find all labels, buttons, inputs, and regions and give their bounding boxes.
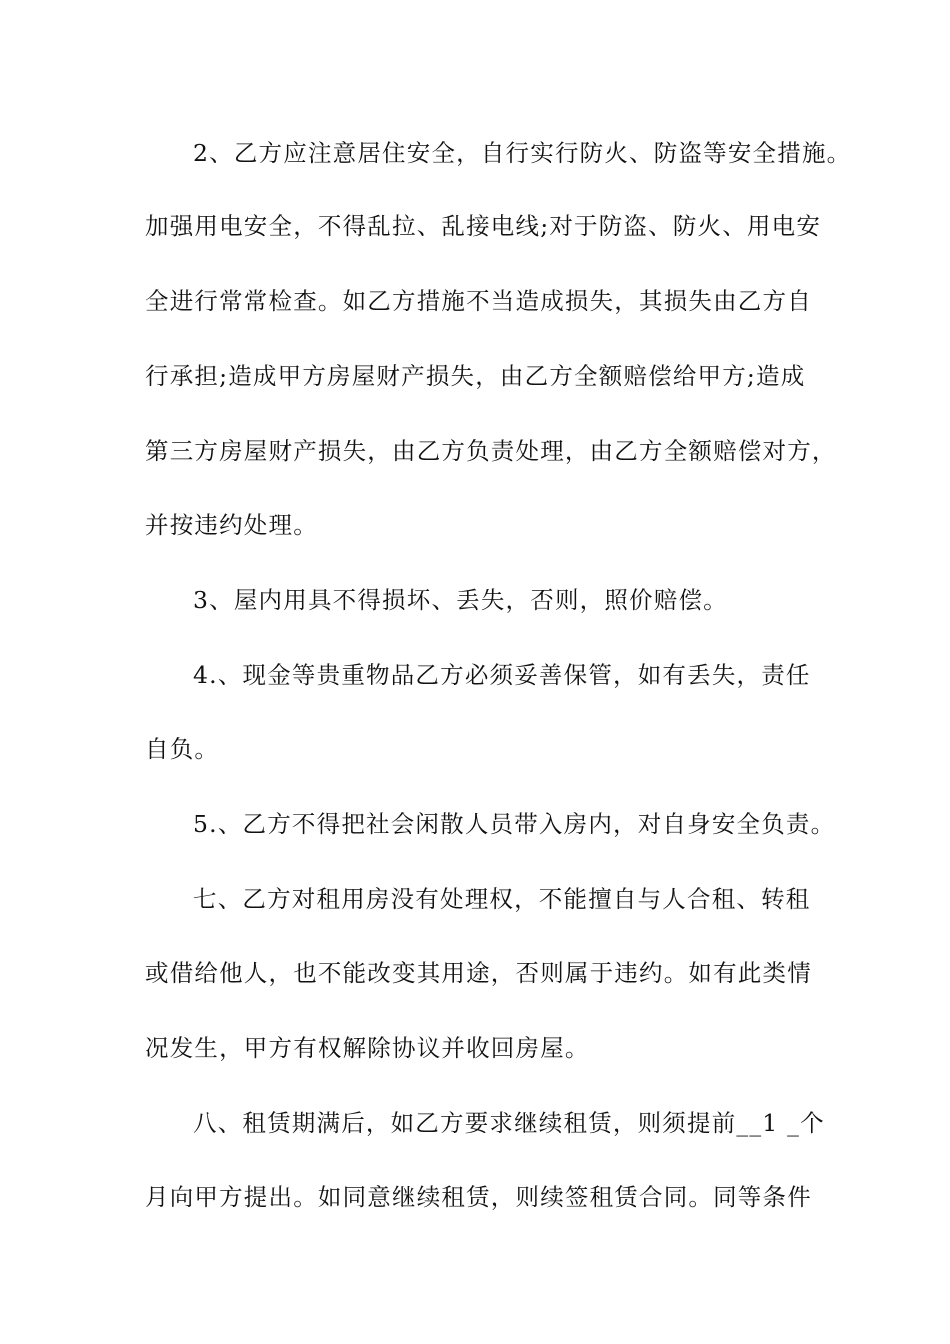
paragraph-line: 或借给他人，也不能改变其用途，否则属于违约。如有此类情 bbox=[145, 959, 812, 987]
paragraph-line: 自负。 bbox=[145, 735, 220, 763]
paragraph-line: 加强用电安全，不得乱拉、乱接电线;对于防盗、防火、用电安 bbox=[145, 212, 822, 240]
paragraph-line: 3、屋内用具不得损坏、丢失，否则，照价赔偿。 bbox=[193, 586, 728, 614]
paragraph-line: 第三方房屋财产损失，由乙方负责处理，由乙方全额赔偿对方， bbox=[145, 437, 837, 465]
paragraph-line: 5.、乙方不得把社会闲散人员带入房内，对自身安全负责。 bbox=[193, 810, 836, 838]
paragraph-line: 八、租赁期满后，如乙方要求继续租赁，则须提前__1 _个 bbox=[193, 1109, 825, 1137]
paragraph-line: 行承担;造成甲方房屋财产损失，由乙方全额赔偿给甲方;造成 bbox=[145, 362, 806, 390]
paragraph-line: 全进行常常检查。如乙方措施不当造成损失，其损失由乙方自 bbox=[145, 287, 812, 315]
paragraph-line: 4.、现金等贵重物品乙方必须妥善保管，如有丢失，责任 bbox=[193, 661, 811, 689]
paragraph-line: 七、乙方对租用房没有处理权，不能擅自与人合租、转租 bbox=[193, 885, 811, 913]
paragraph-line: 月向甲方提出。如同意继续租赁，则续签租赁合同。同等条件 bbox=[145, 1183, 812, 1211]
paragraph-line: 2、乙方应注意居住安全，自行实行防火、防盗等安全措施。 bbox=[193, 139, 852, 167]
paragraph-line: 并按违约处理。 bbox=[145, 511, 318, 539]
paragraph-line: 况发生，甲方有权解除协议并收回房屋。 bbox=[145, 1034, 590, 1062]
